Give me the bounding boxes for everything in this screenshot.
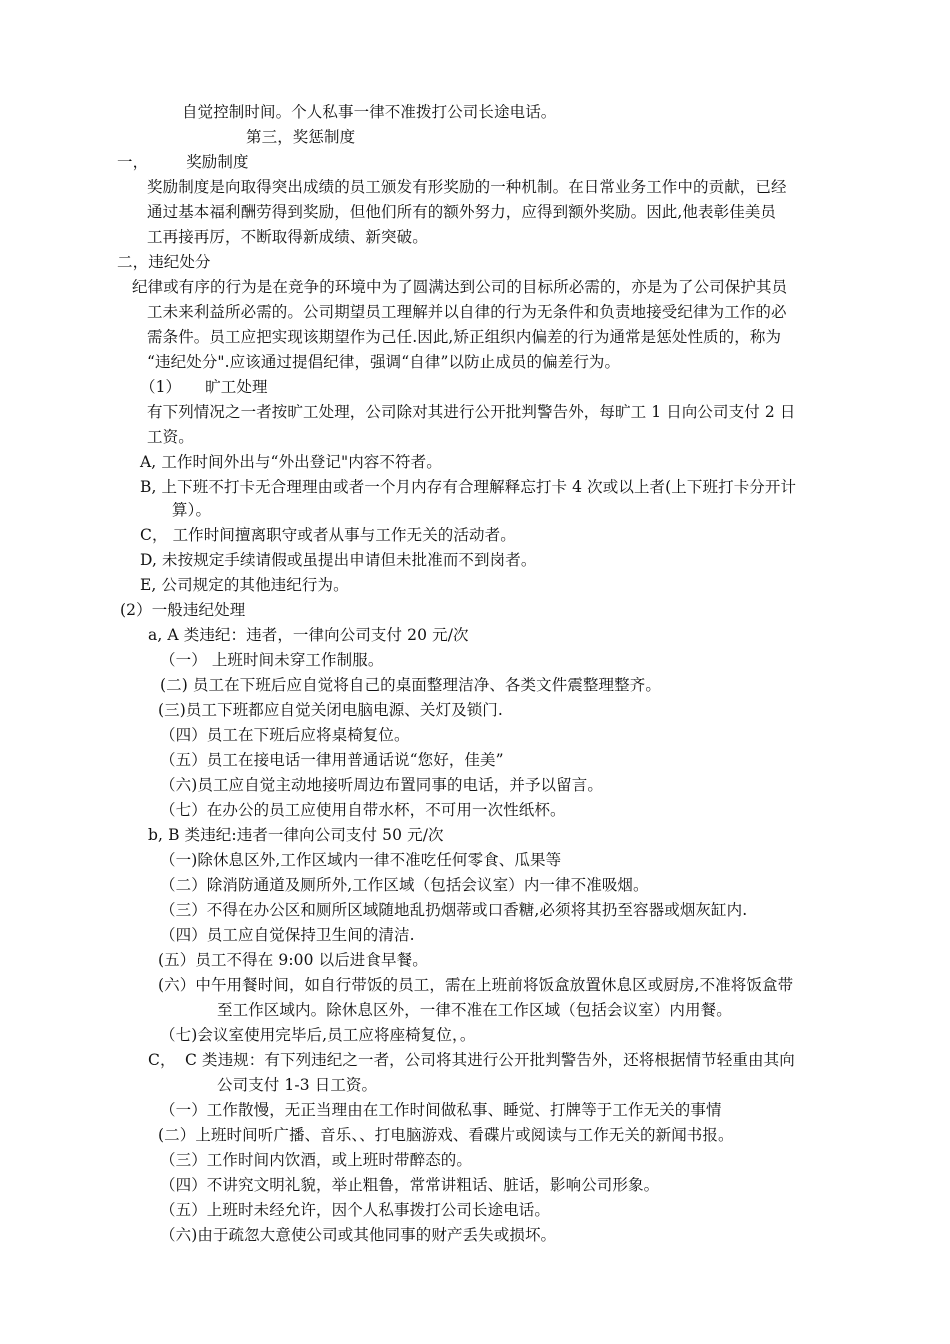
list-item: （四）员工应自觉保持卫生间的清洁. [160,926,415,944]
list-item: （四）不讲究文明礼貌，举止粗鲁，常常讲粗话、脏话，影响公司形象。 [160,1176,660,1194]
list-item: （五）上班时未经允许，因个人私事拨打公司长途电话。 [160,1201,551,1219]
list-item: （四）员工在下班后应将桌椅复位。 [160,726,410,744]
list-item: C， 工作时间擅离职守或者从事与工作无关的活动者。 [140,526,516,544]
list-item: (五）员工不得在 9:00 以后进食早餐。 [158,951,428,969]
class-c-label: C， [148,1051,176,1069]
list-item: B, 上下班不打卡无合理理由或者一个月内存有合理解释忘打卡 4 次或以上者(上下班打卡分开计 [140,478,797,496]
class-a-heading: a, A 类违纪：违者，一律向公司支付 20 元/次 [148,626,469,644]
list-item: （二）除消防通道及厕所外,工作区域（包括会议室）内一律不准吸烟。 [160,876,649,894]
paragraph-line: 通过基本福利酬劳得到奖励，但他们所有的额外努力，应得到额外奖励。因此,他表彰佳美员 [147,203,777,221]
list-item: (六）中午用餐时间，如自行带饭的员工，需在上班前将饭盒放置休息区或厨房,不准将饭盒带 [158,976,794,994]
list-item: (二）上班时间听广播、音乐、、打电脑游戏、看碟片或阅读与工作无关的新闻书报。 [158,1126,734,1144]
subsection-title: 旷工处理 [205,378,268,396]
list-item: （七）在办公的员工应使用自带水杯，不可用一次性纸杯。 [160,801,566,819]
chapter-title: 第三，奖惩制度 [246,128,356,146]
paragraph-line: 工再接再厉，不断取得新成绩、新突破。 [147,228,428,246]
class-c-heading-continuation: 公司支付 1-3 日工资。 [217,1076,378,1094]
subsection-heading-general: (2）一般违纪处理 [120,601,246,619]
paragraph-line: 工未来利益所必需的。公司期望员工理解并以自律的行为无条件和负责地接受纪律为工作的必 [147,303,787,321]
paragraph-line: 工资。 [147,428,194,446]
list-item: (三)员工下班都应自觉关闭电脑电源、关灯及锁门. [158,701,503,719]
paragraph-line: 有下列情况之一者按旷工处理，公司除对其进行公开批判警告外，每旷工 1 日向公司支付 2 日 [147,403,796,421]
list-item-continuation: 至工作区域内。除休息区外，一律不准在工作区域（包括会议室）内用餐。 [217,1001,732,1019]
list-item: (二) 员工在下班后应自觉将自己的桌面整理洁净、各类文件震整理整齐。 [160,676,661,694]
list-item: （三）不得在办公区和厕所区域随地乱扔烟蒂或口香糖,必须将其扔至容器或烟灰缸内. [160,901,748,919]
list-item: （五）员工在接电话一律用普通话说“您好，佳美” [160,751,504,769]
list-item: （三）工作时间内饮酒，或上班时带醉态的。 [160,1151,473,1169]
list-item: （六)由于疏忽大意使公司或其他同事的财产丢失或损坏。 [160,1226,557,1244]
paragraph-line: 纪律或有序的行为是在竞争的环境中为了圆满达到公司的目标所必需的，亦是为了公司保护其员 [132,278,788,296]
list-item: E, 公司规定的其他违纪行为。 [140,576,349,594]
list-item: （七)会议室使用完毕后,员工应将座椅复位，。 [160,1026,476,1044]
intro-line: 自觉控制时间。个人私事一律不准拨打公司长途电话。 [182,103,557,121]
section-heading-discipline: 二，违纪处分 [117,253,211,271]
section-number: 一， [117,153,149,171]
subsection-heading-absence [140,377,268,397]
section-heading-reward [117,152,249,172]
list-item: A, 工作时间外出与“外出登记"内容不符者。 [140,453,442,471]
section-title: 奖励制度 [186,153,249,171]
paragraph-line: 需条件。员工应把实现该期望作为己任.因此,矫正组织内偏差的行为通常是惩处性质的，称为 [147,328,782,346]
list-item-continuation: 算）。 [172,501,212,519]
paragraph-line: 奖励制度是向取得突出成绩的员工颁发有形奖励的一种机制。在日常业务工作中的贡献，已经 [147,178,787,196]
list-item: （一)除休息区外,工作区域内一律不准吃任何零食、瓜果等 [160,851,562,869]
paragraph-line: “违纪处分".应该通过提倡纪律，强调“自律”以防止成员的偏差行为。 [147,353,621,371]
class-c-heading: C 类违规：有下列违纪之一者，公司将其进行公开批判警告外，还将根据情节轻重由其向 [185,1051,795,1069]
subsection-number: （1） [140,378,182,396]
class-b-heading: b, B 类违纪:违者一律向公司支付 50 元/次 [148,826,444,844]
list-item: （一） 上班时间未穿工作制服。 [160,651,384,669]
list-item: （六)员工应自觉主动地接听周边布置同事的电话，并予以留言。 [160,776,603,794]
list-item: D, 未按规定手续请假或虽提出申请但未批准而不到岗者。 [140,551,537,569]
list-item: （一）工作散慢，无正当理由在工作时间做私事、睡觉、打牌等于工作无关的事情 [160,1101,722,1119]
